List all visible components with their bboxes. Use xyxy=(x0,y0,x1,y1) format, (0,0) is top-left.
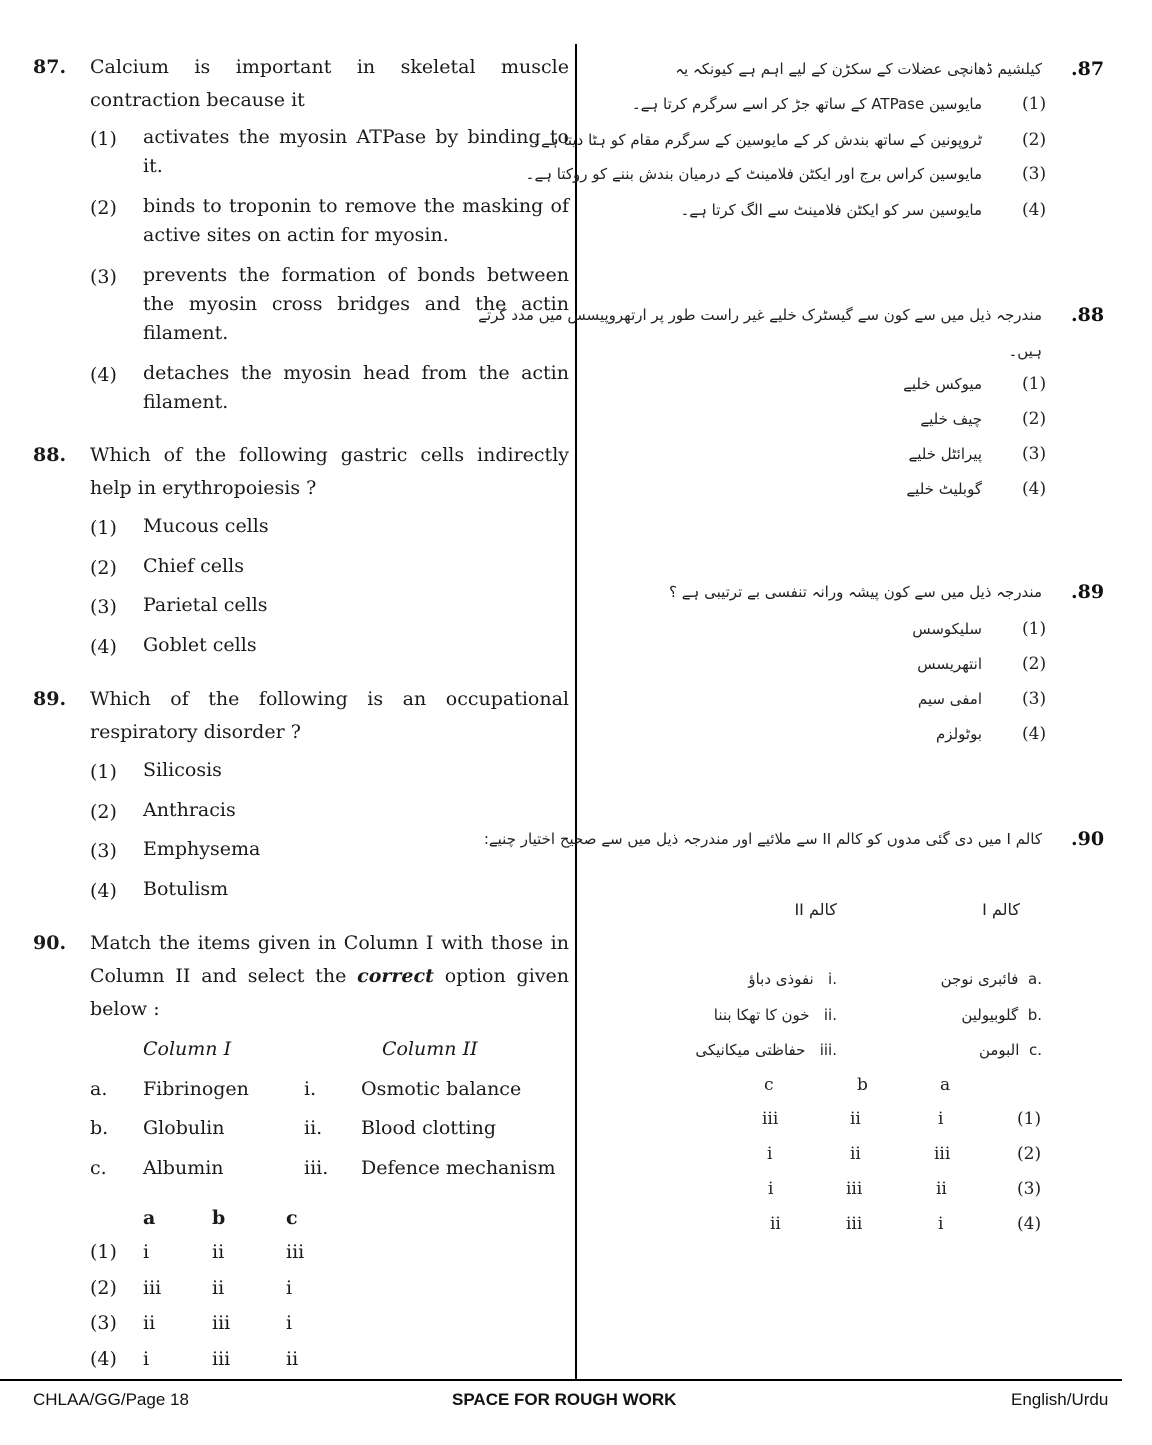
row-key: b. xyxy=(90,1117,109,1139)
question-number: .88 xyxy=(1071,304,1105,326)
option-text: detaches the myosin head from the actin filament. xyxy=(143,362,569,413)
option-number: (2) xyxy=(90,197,117,219)
option-text: Botulism xyxy=(143,878,229,900)
question-text-part: option given below : xyxy=(90,965,569,1020)
question-text: Calcium is important in skeletal muscle contraction because it xyxy=(90,56,569,111)
row-value xyxy=(961,1006,1042,1024)
question-text xyxy=(90,927,569,1026)
answer-b: iii xyxy=(212,1348,231,1370)
row-text: البومن xyxy=(978,1041,1020,1059)
answer-header-b: b xyxy=(212,1207,226,1229)
question-text: مندرجہ ذیل میں سے کون سے گیسٹرک خلیے غیر راست طور پر ارتھروپیسس میں مدد کرتے xyxy=(478,306,1042,324)
answer-b: iii xyxy=(846,1214,863,1234)
question-number: .87 xyxy=(1071,58,1105,80)
row-value xyxy=(941,970,1042,988)
question-text: مندرجہ ذیل میں سے کون پیشہ ورانہ تنفسی بے ترتیبی ہے ؟ xyxy=(669,583,1042,601)
answer-header-c: c xyxy=(764,1075,774,1095)
row-text: نفوذی دباؤ xyxy=(748,970,814,988)
column-divider xyxy=(575,44,577,1380)
row-text: حفاظتی میکانیکی xyxy=(695,1041,806,1059)
question-number: .89 xyxy=(1071,581,1105,603)
question-number: 87. xyxy=(33,56,67,78)
option-number: (1) xyxy=(90,128,117,150)
answer-a: iii xyxy=(143,1277,162,1299)
option-number: (1) xyxy=(1022,94,1047,114)
column-1-header: Column I xyxy=(143,1038,232,1060)
row-value xyxy=(695,1041,837,1059)
row-text: فائبری نوجن xyxy=(940,970,1019,988)
option-text[interactable]: مایوسین کراس برج اور ایکٹن فلامینٹ کے درمیان بندش بننے کو روکتا ہے۔ xyxy=(525,165,982,183)
option-text[interactable]: بوٹولزم xyxy=(936,725,982,743)
option-number: (4) xyxy=(90,636,117,658)
option-text[interactable]: چیف خلیے xyxy=(920,410,982,428)
emphasis-word: correct xyxy=(357,965,434,987)
option-number: (2) xyxy=(1022,654,1047,674)
row-text: خون کا تھکا بننا xyxy=(713,1006,810,1024)
option-text[interactable]: میوکس خلیے xyxy=(903,375,982,393)
answer-c: i xyxy=(768,1179,774,1199)
answer-header-c: c xyxy=(286,1207,298,1229)
row-key: .a xyxy=(1028,970,1042,988)
row-value: Fibrinogen xyxy=(143,1078,249,1100)
question-text: کیلشیم ڈھانچی عضلات کے سکڑن کے لیے اہم ہے کیونکہ یہ xyxy=(675,60,1042,78)
option-number: (1) xyxy=(90,1241,117,1263)
option-number: (4) xyxy=(90,364,117,386)
option-text: Emphysema xyxy=(143,838,261,860)
option-number: (1) xyxy=(90,761,117,783)
row-value: Osmotic balance xyxy=(361,1078,522,1100)
column-2-header: Column II xyxy=(382,1038,478,1060)
row-value xyxy=(979,1041,1042,1059)
answer-c: i xyxy=(767,1144,773,1164)
row-value: Blood clotting xyxy=(361,1117,497,1139)
option-text[interactable]: امفی سیم xyxy=(917,690,982,708)
page-code: CHLAA/GG/Page 18 xyxy=(33,1390,189,1409)
column-2-header: کالم II xyxy=(794,900,837,919)
question-number: 89. xyxy=(33,688,67,710)
row-key: ii. xyxy=(304,1117,323,1139)
answer-b: ii xyxy=(850,1109,861,1129)
row-key: .ii xyxy=(823,1006,837,1024)
option-text: Silicosis xyxy=(143,759,222,781)
option-text: Parietal cells xyxy=(143,594,268,616)
answer-header-a: a xyxy=(940,1075,951,1095)
answer-c: iii xyxy=(286,1241,305,1263)
row-key: c. xyxy=(90,1157,107,1179)
option-number: (4) xyxy=(1022,724,1047,744)
rough-work-label: SPACE FOR ROUGH WORK xyxy=(452,1390,677,1409)
option-number: (2) xyxy=(1017,1144,1042,1164)
option-number: (2) xyxy=(1022,409,1047,429)
option-number: (4) xyxy=(1022,200,1047,220)
answer-header-b: b xyxy=(857,1075,868,1095)
option-text: binds to troponin to remove the masking of active sites on actin for myosin. xyxy=(143,195,569,246)
answer-c: iii xyxy=(762,1109,779,1129)
answer-header-a: a xyxy=(143,1207,156,1229)
question-text-part: Match the items given in Column I with those in Column II and select the xyxy=(90,932,569,987)
option-number: (3) xyxy=(90,266,117,288)
option-number: (3) xyxy=(1017,1179,1042,1199)
row-key: .iii xyxy=(819,1041,837,1059)
option-number: (4) xyxy=(90,880,117,902)
option-number: (3) xyxy=(1022,164,1047,184)
option-number: (4) xyxy=(1017,1214,1042,1234)
option-number: (2) xyxy=(90,801,117,823)
option-text: activates the myosin ATPase by binding to it. xyxy=(143,126,569,177)
row-key: .i xyxy=(828,970,837,988)
option-number: (3) xyxy=(1022,444,1047,464)
answer-a: i xyxy=(143,1348,150,1370)
answer-b: ii xyxy=(850,1144,861,1164)
option-text[interactable]: گوبلیٹ خلیے xyxy=(906,480,982,498)
option-number: (1) xyxy=(1022,374,1047,394)
row-key: i. xyxy=(304,1078,317,1100)
answer-a: i xyxy=(938,1214,944,1234)
option-number: (4) xyxy=(90,1348,117,1370)
option-text: prevents the formation of bonds between the myosin cross bridges and the actin filament. xyxy=(143,264,569,344)
answer-b: iii xyxy=(846,1179,863,1199)
answer-a: i xyxy=(938,1109,944,1129)
answer-c: i xyxy=(286,1277,293,1299)
answer-c: ii xyxy=(770,1214,781,1234)
row-value xyxy=(714,1006,837,1024)
question-number: .90 xyxy=(1071,828,1105,850)
question-text: Which of the following is an occupational respiratory disorder ? xyxy=(90,688,569,743)
answer-c: i xyxy=(286,1312,293,1334)
answer-b: ii xyxy=(212,1241,225,1263)
option-text[interactable]: ٹروپونین کے ساتھ بندش کر کے مایوسین کے سرگرم مقام کو ہٹا دیتا ہے۔ xyxy=(532,131,982,149)
option-text[interactable]: سلیکوسس xyxy=(912,620,982,638)
answer-a: ii xyxy=(936,1179,947,1199)
option-text[interactable]: انتھریسس xyxy=(917,655,982,673)
option-text: Goblet cells xyxy=(143,634,257,656)
option-number: (3) xyxy=(90,840,117,862)
question-number: 90. xyxy=(33,932,67,954)
answer-a: ii xyxy=(143,1312,156,1334)
option-number: (1) xyxy=(1022,619,1047,639)
option-number: (4) xyxy=(1022,479,1047,499)
answer-a: iii xyxy=(934,1144,951,1164)
row-key: a. xyxy=(90,1078,108,1100)
option-text: Anthracis xyxy=(143,799,236,821)
option-text: Chief cells xyxy=(143,555,244,577)
language-label: English/Urdu xyxy=(1011,1390,1109,1409)
option-number: (2) xyxy=(90,557,117,579)
column-1-header: کالم I xyxy=(982,900,1020,919)
option-number: (3) xyxy=(90,1312,117,1334)
option-text[interactable]: مایوسین ATPase کے ساتھ جڑ کر اسے سرگرم کرتا ہے۔ xyxy=(631,95,982,113)
option-text[interactable]: مایوسین سر کو ایکٹن فلامینٹ سے الگ کرتا ہے۔ xyxy=(680,201,982,219)
answer-c: ii xyxy=(286,1348,299,1370)
answer-b: iii xyxy=(212,1312,231,1334)
question-number: 88. xyxy=(33,444,67,466)
row-key: .c xyxy=(1028,1041,1042,1059)
answer-b: ii xyxy=(212,1277,225,1299)
option-text: Mucous cells xyxy=(143,515,269,537)
option-number: (2) xyxy=(1022,130,1047,150)
question-text: Which of the following gastric cells indirectly help in erythropoiesis ? xyxy=(90,444,569,499)
option-number: (3) xyxy=(90,596,117,618)
option-number: (2) xyxy=(90,1277,117,1299)
row-value: Albumin xyxy=(143,1157,224,1179)
row-text: گلوبیولین xyxy=(961,1006,1019,1024)
option-text[interactable]: پیرائٹل خلیے xyxy=(908,445,982,463)
answer-a: i xyxy=(143,1241,150,1263)
row-value: Defence mechanism xyxy=(361,1157,556,1179)
question-text-continued: ہیں۔ xyxy=(1008,342,1042,360)
footer-rule xyxy=(0,1379,1122,1381)
option-number: (1) xyxy=(1017,1109,1042,1129)
row-key: .b xyxy=(1027,1006,1042,1024)
option-number: (1) xyxy=(90,517,117,539)
question-text: کالم I میں دی گئی مدوں کو کالم II سے ملائیے اور مندرجہ ذیل میں سے صحیح اختیار چنیے: xyxy=(483,830,1042,848)
option-number: (3) xyxy=(1022,689,1047,709)
row-value xyxy=(748,970,837,988)
row-value: Globulin xyxy=(143,1117,225,1139)
row-key: iii. xyxy=(304,1157,329,1179)
